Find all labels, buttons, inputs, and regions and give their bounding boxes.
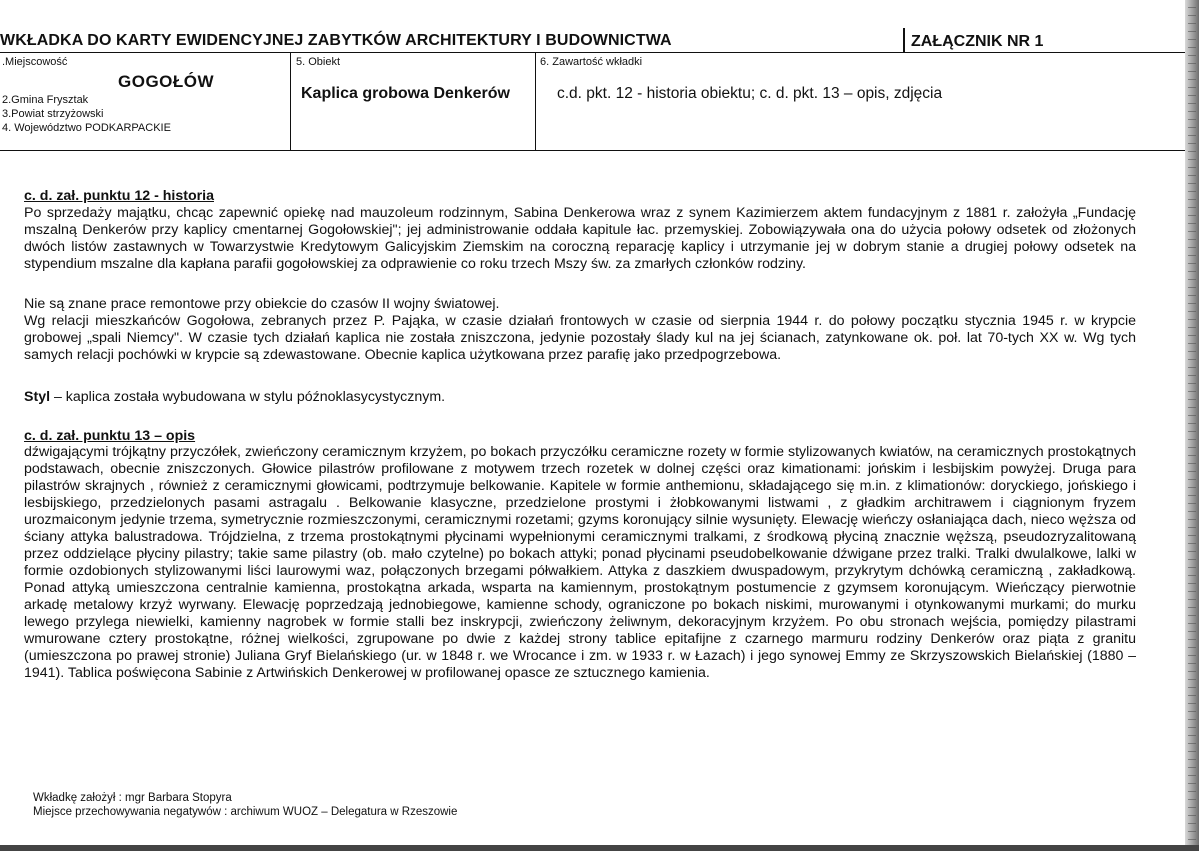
- scan-edge-bottom: [0, 845, 1199, 851]
- annex-label: ZAŁĄCZNIK NR 1: [903, 28, 1043, 52]
- object-label: 5. Obiekt: [296, 56, 341, 68]
- info-box-divider-1: [290, 52, 291, 150]
- document-title: WKŁADKA DO KARTY EWIDENCYJNEJ ZABYTKÓW ARCHITEKTURY I BUDOWNICTWA: [0, 32, 672, 49]
- style-label: Styl: [24, 389, 51, 405]
- history-paragraph-2: Nie są znane prace remontowe przy obiekcie do czasów II wojny światowej.: [24, 296, 500, 312]
- footer-author: Wkładkę założył : mgr Barbara Stopyra: [33, 792, 232, 804]
- scan-edge-right: [1185, 0, 1199, 851]
- history-paragraph-1: Po sprzedaży majątku, chcąc zapewnić opiekę nad mauzoleum rodzinnym, Sabina Denkerowa wraz z synem Kazimierzem aktem fundacyjnym z 1881 r. założyła „Fundację mszalną Denkerów przy kaplicy cmentarnej Gogołowskiej"; jej administrowanie oddała kapitule łac. przemyskiej. Zobowiązywała ona do użycia połowy odsetek od złożonych dwóch listów zastawnych w Towarzystwie Kredytowym Galicyjskim Ziemskim na coroczną reparację kaplicy i utrzymanie jej w dobrym stanie a drugiej połowy odsetek na stypendium mszalne dla kapłana parafii gogołowskiej za odprawienie co roku trzech Mszy św. za zmarłych członków rodziny.: [24, 205, 1136, 272]
- locality-label: .Miejscowość: [2, 56, 68, 68]
- footer-negatives: Miejsce przechowywania negatywów : archiwum WUOZ – Delegatura w Rzeszowie: [33, 806, 458, 818]
- info-box-bottom-border: [0, 150, 1185, 151]
- commune: 2.Gmina Frysztak: [2, 94, 89, 106]
- style-text: – kaplica została wybudowana w stylu późnoklasycystycznym.: [50, 389, 446, 405]
- contents-label: 6. Zawartość wkładki: [540, 56, 643, 68]
- history-paragraph-3: Wg relacji mieszkańców Gogołowa, zebranych przez P. Pająka, w czasie działań frontowych w czasie od sierpnia 1944 r. do połowy początku stycznia 1945 r. w krypcie grobowej „spali Niemcy". W czasie tych działań kaplica nie została zniszczona, jedynie pozostały ślady kul na jej ścianach, zatynkowane ok. poł. lat 70-tych XX w. Wg tych samych relacji pochówki w krypcie są zdewastowane. Obecnie kaplica użytkowana przez parafię jako przedpogrzebowa.: [24, 313, 1136, 363]
- district: 3.Powiat strzyżowski: [2, 108, 104, 120]
- style-line: [24, 389, 445, 405]
- description-heading: c. d. zał. punktu 13 – opis: [24, 428, 196, 444]
- header-divider: [0, 52, 1185, 53]
- history-heading: c. d. zał. punktu 12 - historia: [24, 188, 214, 204]
- object-value: Kaplica grobowa Denkerów: [301, 85, 510, 102]
- document-header: [0, 28, 1185, 52]
- locality-value: GOGOŁÓW: [118, 72, 215, 91]
- info-box-divider-2: [535, 52, 536, 150]
- description-paragraph: dźwigającymi trójkątny przyczółek, zwieńczony ceramicznym krzyżem, po bokach przyczółku ceramiczne rozety w formie stylizowanych kwiatów, na ceramicznych prostokątnych podstawach, obecnie zniszczonych. Głowice pilastrów profilowane z motywem trzech rozetek w dolnej części oraz kimationami: jońskim i lesbijskim powyżej. Druga para pilastrów skrajnych , również z ceramicznymi głowicami, podtrzymuje belkowanie. Kapitele w formie anthemionu, składającego się m.in. z klimationów: doryckiego, jońskiego i lesbijskiego, przedzielonych pasami astragalu . Belkowanie klasyczne, przedzielone prostymi i żłobkowanymi listwami , z gładkim architrawem i ciągnionym fryzem urozmaiconym jedynie trzema, symetrycznie rozmieszczonymi, ceramicznymi rozetami; gzyms koronujący silnie wysunięty. Elewację wieńczy osłaniająca dach, nieco węższa od ściany attyka balustradowa. Trójdzielna, z trzema prostokątnymi płycinami wypełnionymi ceramicznymi tralkami, z środkową płyciną znacznie węższą, pseudozryzalitowaną przez oddzielące płyciny pilastry; takie same pilastry (ob. mało czytelne) po bokach attyki; ponad płycinami pseudobelkowanie dźwigane przez tralki. Tralki dwulalkowe, lalki w formie ozdobionych stylizowanymi liści laurowymi waz, połączonych brzegami półwałkiem. Attyka z daszkiem dwuspadowym, przykrytym dchówką ceramiczną , zakładkową. Ponad attyką umieszczona centralnie kamienna, prostokątna arkada, wsparta na kamiennym, prostokątnym postumencie z gzymsem koronującym. Wieńczący pierwotnie arkadę metalowy krzyż wyrwany. Elewację poprzedzają jednobiegowe, kamienne schody, ograniczone po bokach niskimi, murowanymi i otynkowanymi murkami; do murku lewego przylega niewielki, kamienny nagrobek w formie stalli bez inskrypcji, zwieńczony żeliwnym, dekoracyjnym krzyżem. Po obu stronach wejścia, pomiędzy pilastrami wmurowane cztery prostokątne, różnej wielkości, zgrupowane po dwie z każdej strony tablice epitafijne z czarnego marmuru rodziny Denkerów oraz piąta z granitu (umieszczona po prawej stronie) Juliana Gryf Bielańskiego (ur. w 1848 r. we Wrocance i zm. w 1933 r. w Łazach) i jego synowej Emmy ze Skrzyszowskich Bielańskiej (1880 – 1941). Tablica poświęcona Sabinie z Artwińskich Denkerowej w profilowanej opasce ze sztucznego kamienia.: [24, 444, 1136, 681]
- voivodeship: 4. Województwo PODKARPACKIE: [2, 122, 171, 134]
- contents-value: c.d. pkt. 12 - historia obiektu; c. d. pkt. 13 – opis, zdjęcia: [557, 85, 943, 102]
